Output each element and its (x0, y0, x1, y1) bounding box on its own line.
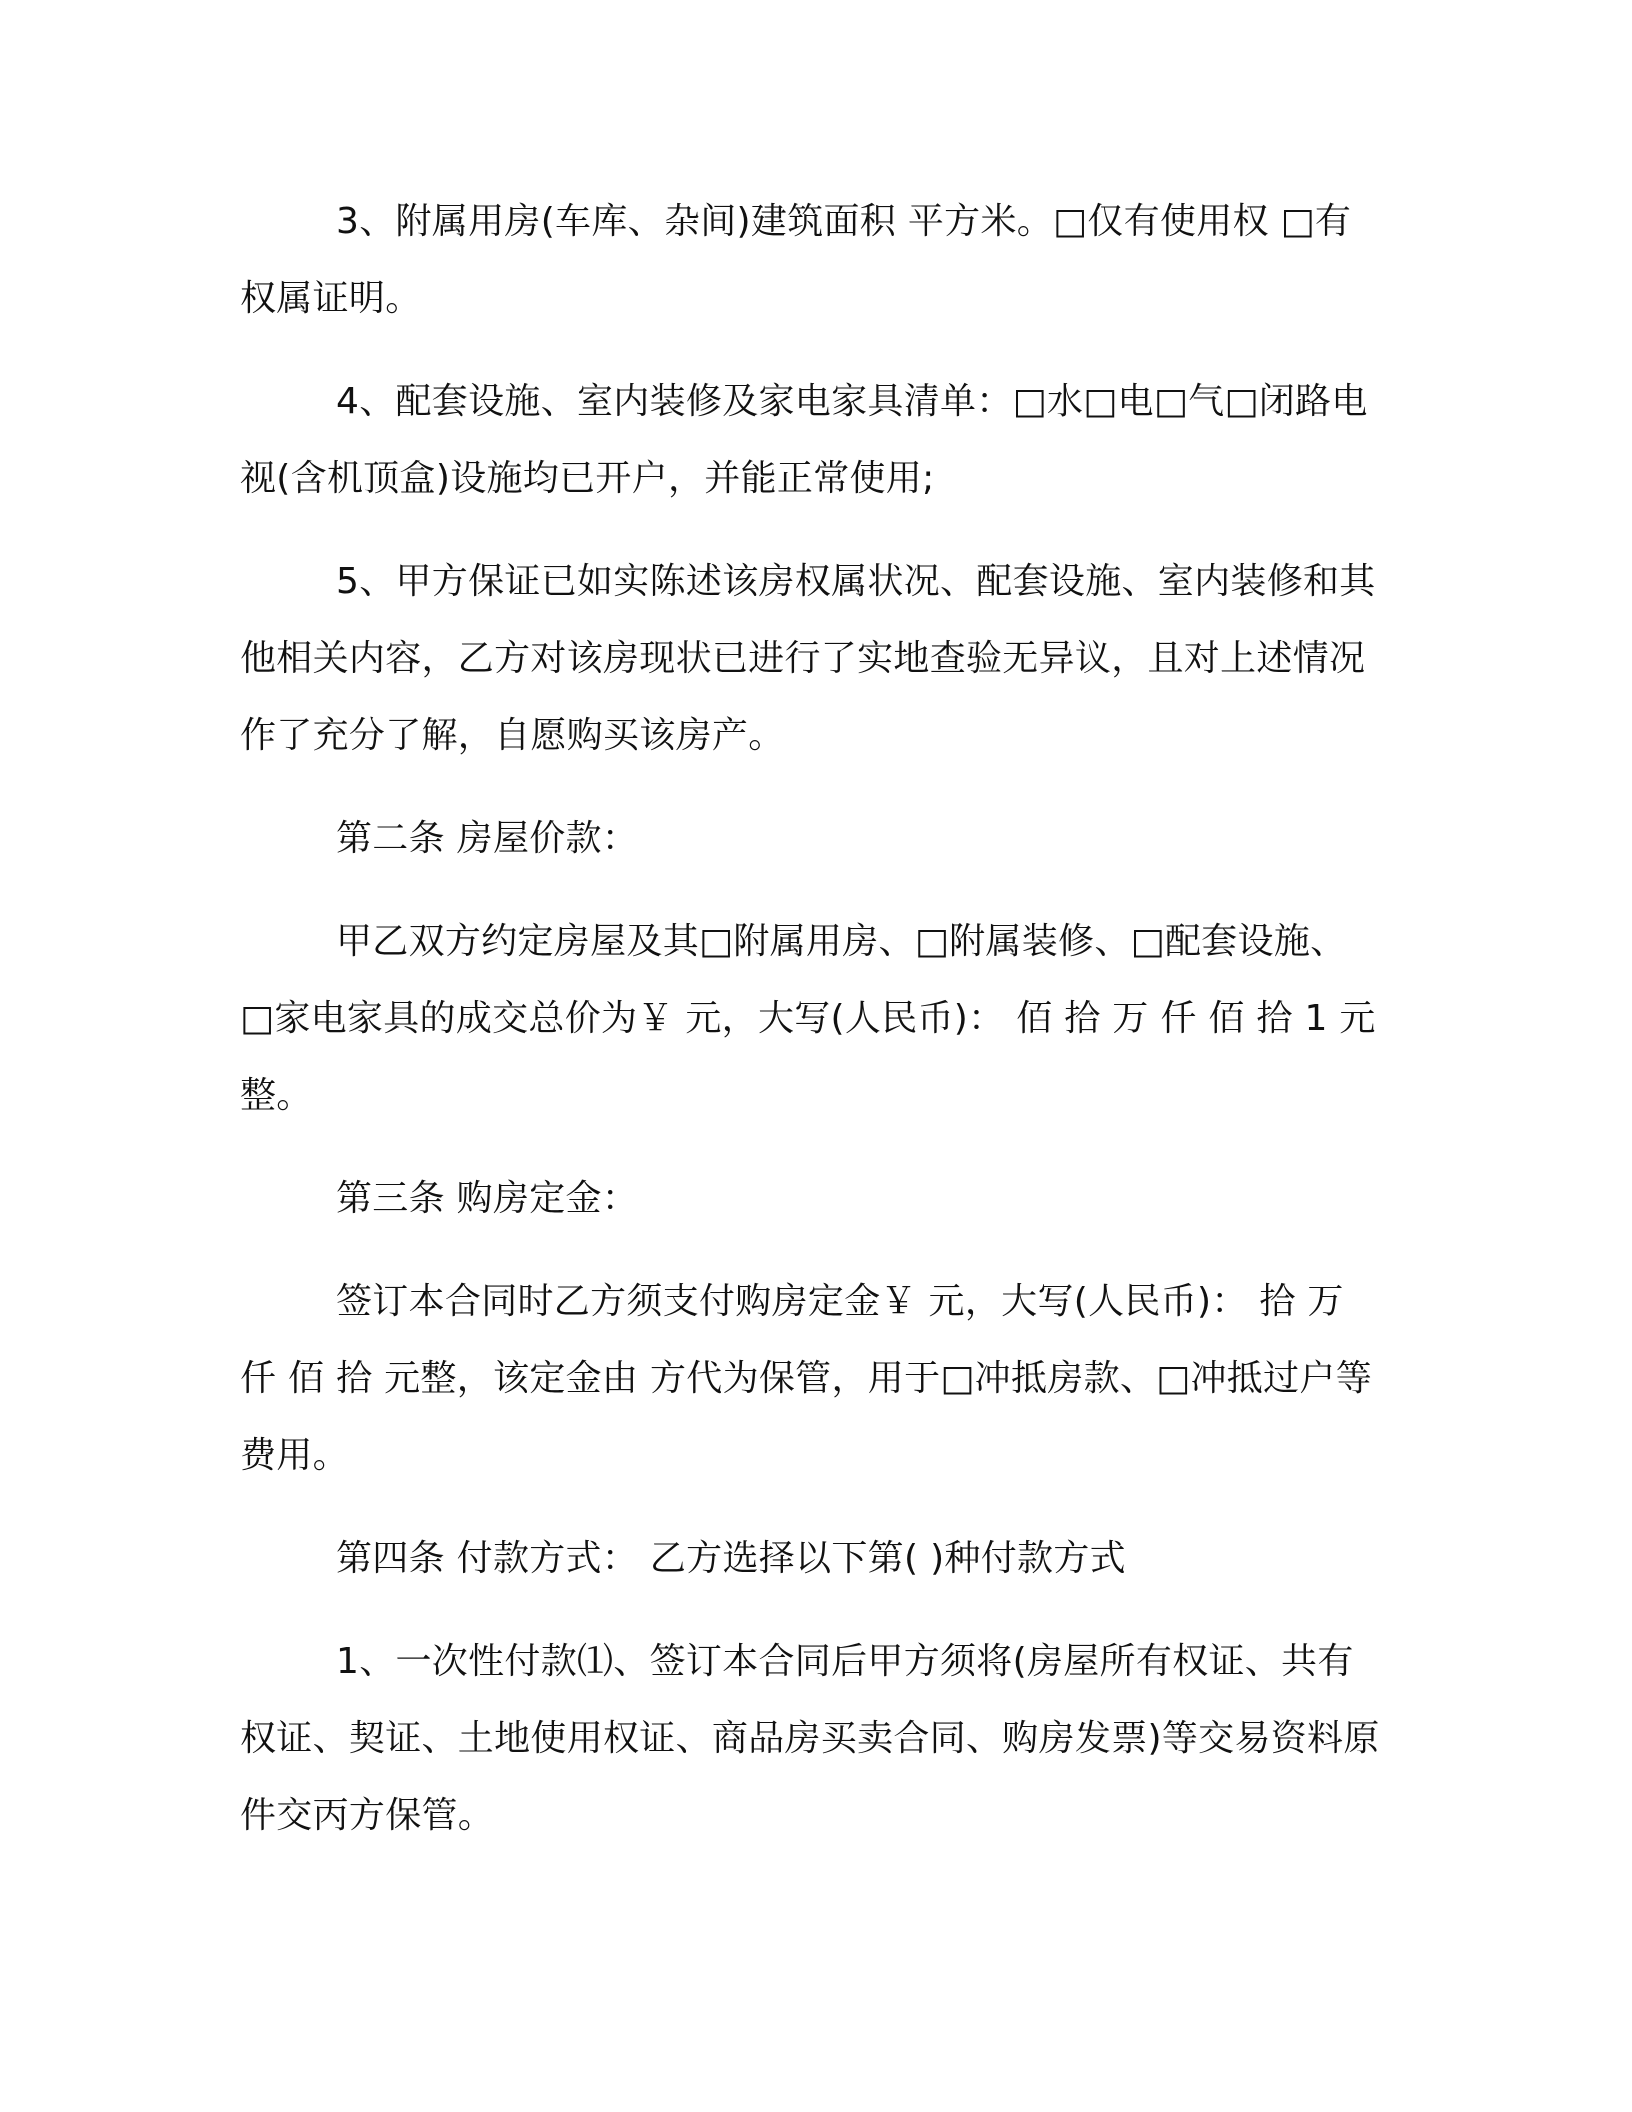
paragraph-deposit: 签订本合同时乙方须支付购房定金￥ 元，大写(人民币)： 拾 万 仟 佰 拾 元整，该定金由 方代为保管，用于□冲抵房款、□冲抵过户等费用。 (240, 1281, 1373, 1476)
heading-article-3-deposit: 第三条 购房定金： (336, 1178, 639, 1219)
heading-article-2-price: 第二条 房屋价款： (336, 818, 639, 859)
document-body (240, 183, 1380, 1854)
paragraph-lump-sum-payment: 1、一次性付款⑴、签订本合同后甲方须将(房屋所有权证、共有权证、契证、土地使用权证、商品房买卖合同、购房发票)等交易资料原件交丙方保管。 (240, 1641, 1380, 1836)
paragraph-annex-rooms: 3、附属用房(车库、杂间)建筑面积 平方米。□仅有使用权 □有权属证明。 (240, 201, 1352, 319)
heading-article-4-payment: 第四条 付款方式： 乙方选择以下第( )种付款方式 (336, 1538, 1126, 1579)
paragraph-party-a-guarantee: 5、甲方保证已如实陈述该房权属状况、配套设施、室内装修和其他相关内容，乙方对该房现状已进行了实地查验无异议，且对上述情况作了充分了解，自愿购买该房产。 (240, 561, 1376, 756)
paragraph-total-price: 甲乙双方约定房屋及其□附属用房、□附属装修、□配套设施、□家电家具的成交总价为￥ 元，大写(人民币)： 佰 拾 万 仟 佰 拾 1 元整。 (240, 921, 1376, 1116)
paragraph-facilities-list: 4、配套设施、室内装修及家电家具清单：□水□电□气□闭路电视(含机顶盒)设施均已开户，并能正常使用; (240, 381, 1368, 499)
